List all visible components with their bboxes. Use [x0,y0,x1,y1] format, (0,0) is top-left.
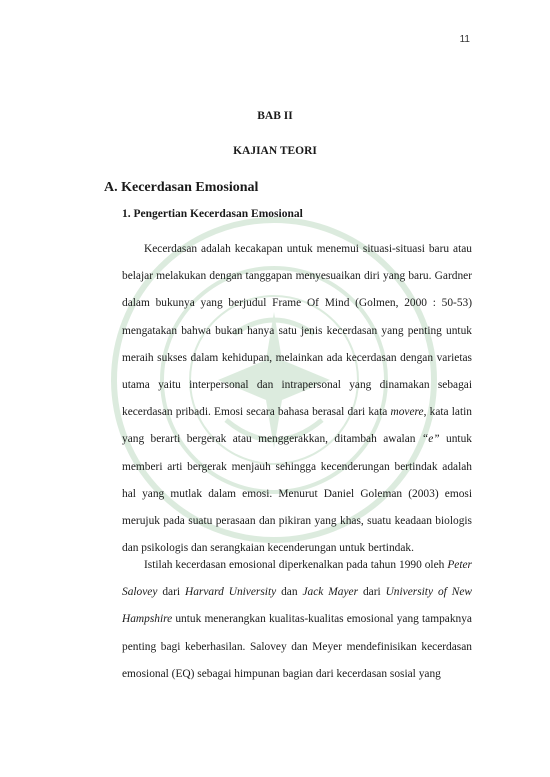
italic-text-run: University of New Hampshire [122,586,472,626]
page-number: 11 [459,34,470,45]
section-heading: A. Kecerdasan Emosional [104,180,259,195]
text-run: dari [157,586,185,599]
text-run: dan [276,586,303,599]
italic-text-run: “e” [421,433,440,446]
text-run: untuk menerangkan kualitas-kualitas emosional yang tampaknya penting bagi keberhasilan. Salovey dan Meyer mendefinisikan kecerdasan emosional (EQ) sebagai himpunan bagian dari kecerdasan sosial yang [122,613,472,680]
chapter-number: BAB II [257,110,293,122]
text-run: dari [358,586,386,599]
paragraph-2 [122,552,472,688]
italic-text-run: Harvard University [184,586,277,599]
text-run: Istilah kecerdasan emosional diperkenalkan pada tahun 1990 oleh [144,559,448,571]
text-run: Kecerdasan adalah kecakapan untuk menemui situasi-situasi baru atau belajar melakukan dengan tanggapan menyesuaikan diri yang baru. Gardner dalam bukunya yang berjudul Frame Of Mind (Golmen, 2000 : 50-53) mengatakan bahwa bukan hanya satu jenis kecerdasan yang penting untuk meraih sukses dalam kehidupan, melainkan ada kecerdasan dengan varietas utama yaitu interpersonal dan intrapersonal yang dinamakan sebagai kecerdasan pribadi. Emosi secara bahasa berasal dari kata [122,243,472,419]
chapter-title: KAJIAN TEORI [233,145,317,157]
italic-text-run: Jack Mayer [302,586,359,599]
subsection-heading: 1. Pengertian Kecerdasan Emosional [122,208,303,220]
paragraph-1 [122,236,472,562]
italic-text-run: movere [390,406,424,419]
text-run: untuk memberi arti bergerak menjauh sehingga kecenderungan bertindak adalah hal yang mutlak dalam emosi. Menurut Daniel Goleman (2003) emosi merujuk pada suatu perasaan dan pikiran yang khas, suatu keadaan biologis dan psikologis dan serangkaian kecenderungan untuk bertindak. [122,433,472,555]
italic-text-run: Peter Salovey [122,559,472,599]
text-run: , kata latin yang berarti bergerak atau menggerakkan, ditambah awalan [122,406,473,446]
